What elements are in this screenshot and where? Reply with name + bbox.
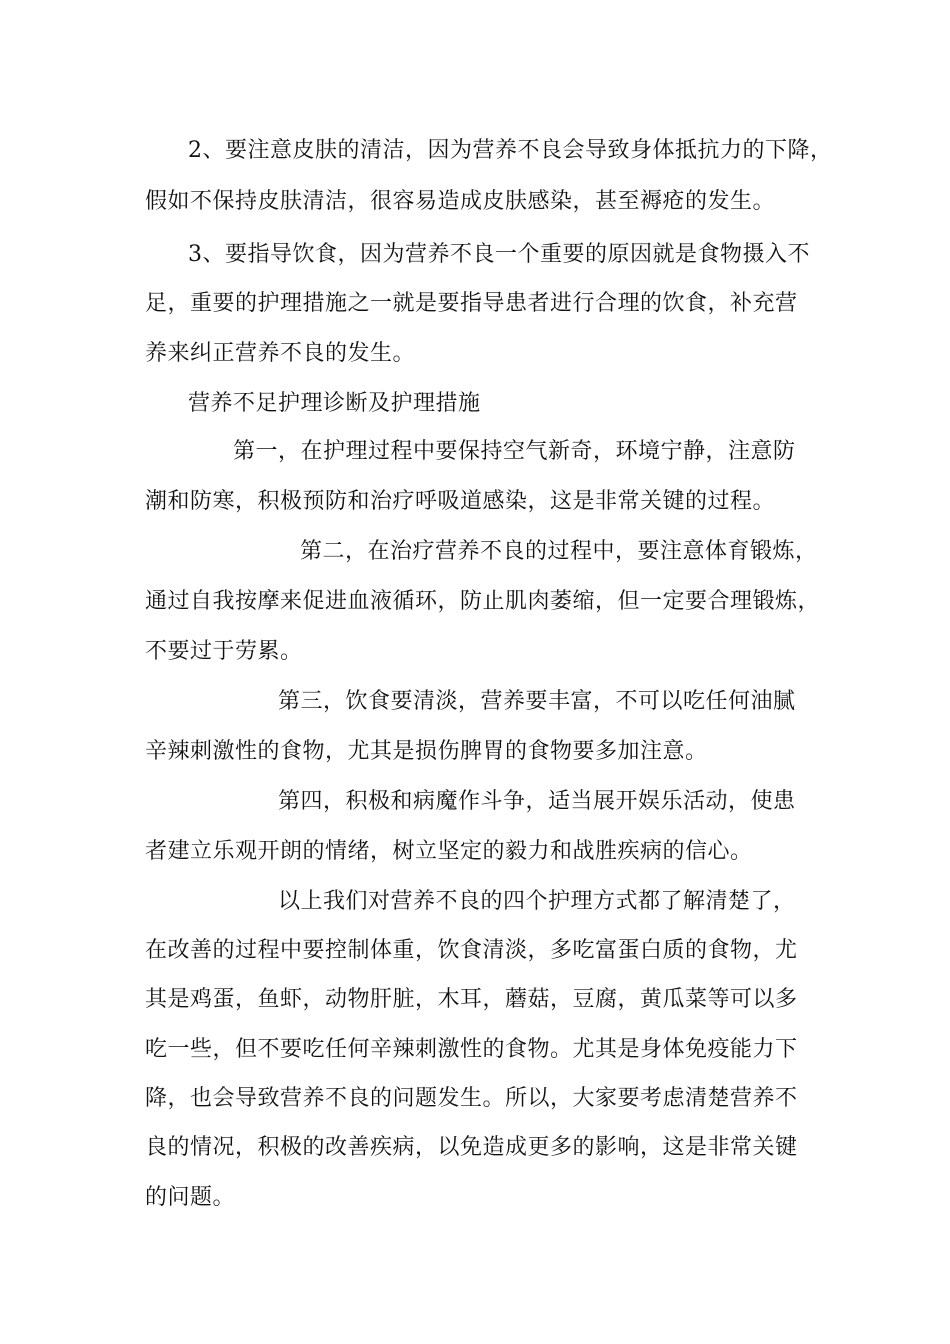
text-line: 假如不保持皮肤清洁，很容易造成皮肤感染，甚至褥疮的发生。 — [145, 189, 776, 214]
text-line: 不要过于劳累。 — [145, 639, 303, 664]
text-line: 在改善的过程中要控制体重，饮食清淡，多吃富蛋白质的食物，尤 — [145, 938, 798, 963]
text-line: 吃一些，但不要吃任何辛辣刺激性的食物。尤其是身体免疫能力下 — [145, 1037, 798, 1062]
text-line: 足，重要的护理措施之一就是要指导患者进行合理的饮食，补充营 — [145, 291, 798, 316]
text-line: 以上我们对营养不良的四个护理方式都了解清楚了， — [278, 889, 796, 914]
text-line: 潮和防寒，积极预防和治疗呼吸道感染，这是非常关键的过程。 — [145, 489, 776, 514]
text-line: 第二，在治疗营养不良的过程中，要注意体育锻炼， — [300, 539, 818, 564]
text-line: 辛辣刺激性的食物，尤其是损伤脾胃的食物要多加注意。 — [145, 739, 708, 764]
text-line: 第一，在护理过程中要保持空气新奇，环境宁静，注意防 — [233, 439, 796, 464]
text-line: 的问题。 — [145, 1185, 236, 1210]
text-line: 养来纠正营养不良的发生。 — [145, 341, 416, 366]
text-line: 第四，积极和病魔作斗争，适当展开娱乐活动，使患 — [278, 789, 796, 814]
text-line: 降，也会导致营养不良的问题发生。所以，大家要考虑清楚营养不 — [145, 1086, 798, 1111]
text-line: 通过自我按摩来促进血液循环，防止肌肉萎缩，但一定要合理锻炼， — [145, 589, 821, 614]
text-line: 2、要注意皮肤的清洁，因为营养不良会导致身体抵抗力的下降， — [188, 138, 833, 163]
section-heading: 营养不足护理诊断及护理措施 — [188, 391, 481, 416]
text-line: 3、要指导饮食，因为营养不良一个重要的原因就是食物摄入不 — [188, 242, 810, 267]
text-line: 其是鸡蛋，鱼虾，动物肝脏，木耳，蘑菇，豆腐，黄瓜菜等可以多 — [145, 987, 798, 1012]
text-line: 第三，饮食要清淡，营养要丰富，不可以吃任何油腻 — [278, 689, 796, 714]
text-line: 良的情况，积极的改善疾病，以免造成更多的影响，这是非常关键 — [145, 1135, 798, 1160]
text-line: 者建立乐观开朗的情绪，树立坚定的毅力和战胜疾病的信心。 — [145, 839, 753, 864]
